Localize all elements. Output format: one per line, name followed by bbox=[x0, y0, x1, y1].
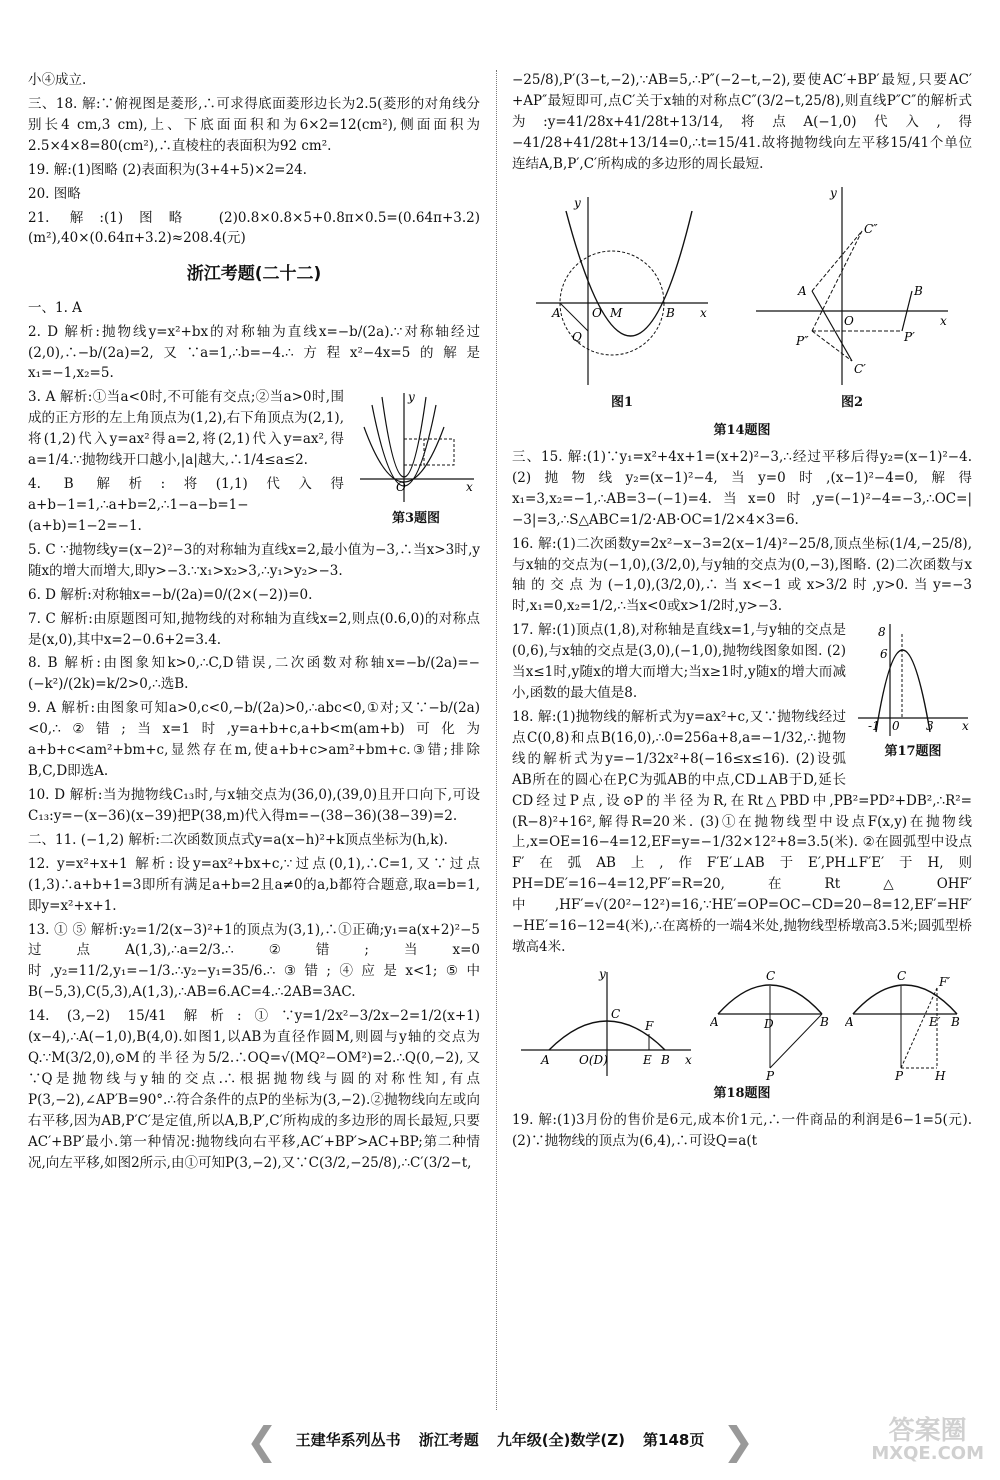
svg-text:D: D bbox=[763, 1017, 774, 1032]
chevron-right-icon: ❯ bbox=[722, 1419, 755, 1463]
answer-21: 21. 解:(1)图略 (2)0.8×0.8×5+0.8π×0.5=(0.64π+3.2)(m²),40×(0.64π+3.2)≈208.4(元) bbox=[28, 209, 480, 247]
svg-text:C: C bbox=[896, 969, 906, 984]
figure-14-1 bbox=[532, 191, 712, 419]
figure-18-caption: 第18题图 bbox=[713, 1086, 771, 1102]
figure-14-2-label: 图2 bbox=[840, 394, 864, 410]
answer-12: 12. y=x²+x+1 解析:设y=ax²+bx+c,∵过点(0,1),∴C=1,又∵过点(1,3)∴a+b+1=3即所有满足a+b=2且a≠0的a,b都符合题意,取a=b=1,即y=x²+x+1. bbox=[28, 855, 480, 914]
answer-4: 4. B 解析:将(1,1)代入得a+b−1=1,∴a+b=2,∴1−a−b=1−(a+b)=1−2=−1. bbox=[28, 476, 344, 534]
svg-text:P″: P″ bbox=[796, 333, 809, 348]
svg-text:M: M bbox=[610, 305, 623, 320]
figure-3 bbox=[352, 387, 480, 535]
figure-18-arc bbox=[710, 964, 830, 1082]
svg-text:x: x bbox=[700, 305, 707, 320]
svg-text:O: O bbox=[844, 313, 854, 328]
answer-6: 6. D 解析:对称轴x=−b/(2a)=0/(2×(−2))=0. bbox=[28, 586, 313, 603]
svg-text:A: A bbox=[798, 283, 807, 298]
svg-text:x: x bbox=[466, 480, 473, 495]
footer-page-number: 第148页 bbox=[643, 1431, 705, 1450]
figure-14-1-label: 图1 bbox=[610, 394, 634, 410]
svg-text:A: A bbox=[541, 1053, 550, 1068]
svg-text:A: A bbox=[552, 305, 561, 320]
answer-17: 17. 解:(1)顶点(1,8),对称轴是直线x=1,与y轴的交点是(0,6),与x轴的交点是(3,0),(−1,0),抛物线图象如图. (2)当x≤1时,y随x的增大而增大;当x≥1时,y随x的增大而减小,函数的最大值是8. bbox=[512, 622, 846, 702]
page-footer bbox=[0, 1418, 1000, 1464]
answer-18: 三、18. 解:∵俯视图是菱形,∴可求得底面菱形边长为2.5(菱形的对角线分别长4 cm,3 cm),上、下底面面积和为6×2=12(cm²),侧面面积为2.5×4×8=80(cm²),∴直棱柱的表面积为92 cm². bbox=[28, 95, 480, 154]
footer-book: 浙江考题 bbox=[418, 1431, 479, 1450]
svg-text:O: O bbox=[396, 480, 406, 495]
watermark-line-2: MXQE.COM bbox=[871, 1443, 984, 1465]
answer-2: 2. D 解析:抛物线y=x²+bx的对称轴为直线x=−b/(2a).∵对称轴经过(2,0),∴−b/(2a)=2,又∵a=1,∴b=−4.∴方程x²−4x=5的解是x₁=−1,x₂=5. bbox=[28, 323, 480, 382]
answer-1: 一、1. A bbox=[28, 299, 82, 316]
svg-text:C: C bbox=[765, 969, 776, 984]
svg-text:6: 6 bbox=[880, 647, 888, 662]
svg-text:y: y bbox=[599, 967, 607, 982]
column-divider bbox=[496, 70, 497, 1410]
answer-10: 10. D 解析:当为抛物线C₁₃时,与x轴交点为(36,0),(39,0)且开口向下,可设C₁₃:y=−(x−36)(x−39)把P(38,m)代入得m=−(38−36)(38−39)=2. bbox=[28, 787, 480, 824]
svg-text:F: F bbox=[645, 1019, 654, 1034]
text-paragraph: 小④成立. bbox=[28, 72, 87, 88]
figure-18-arc-detail bbox=[845, 964, 965, 1082]
svg-text:y: y bbox=[408, 390, 415, 405]
svg-text:E′: E′ bbox=[928, 1015, 941, 1030]
watermark bbox=[871, 1418, 984, 1464]
section-title: 浙江考题(二十二) bbox=[186, 264, 322, 285]
answer-3: 3. A 解析:①当a<0时,不可能有交点;②当a>0时,围成的正方形的左上角顶点为(1,2),右下角顶点为(2,1),将(1,2)代入y=ax²得a=2,将(2,1)代入y=ax²,得a=1/4.∵抛物线开口越小,|a|越大,∴1/4≤a≤2. bbox=[28, 389, 344, 469]
figure-17 bbox=[854, 620, 972, 768]
svg-text:P: P bbox=[894, 1069, 903, 1083]
svg-text:F′: F′ bbox=[938, 975, 950, 990]
svg-text:-1: -1 bbox=[868, 719, 880, 734]
svg-text:H: H bbox=[934, 1069, 946, 1083]
svg-text:B: B bbox=[666, 305, 675, 320]
svg-text:B: B bbox=[950, 1015, 960, 1030]
svg-text:x: x bbox=[962, 719, 969, 734]
answer-14-continued: −25/8),P′(3−t,−2),∵AB=5,∴P″(−2−t,−2),要使AC′+BP′最短,只要AC′+AP″最短即可,点C′关于x轴的对称点C″(3/2−t,25/8),则直线P″C″的解析式为:y=41/28x+41/28t+13/14,将点A(−1,0)代入,得−41/28+41/28t+13/14=0,∴t=15/41.故将抛物线向左平移15/41个单位连结A,B,P′,C′所构成的多边形的周长最短. bbox=[512, 72, 972, 172]
svg-text:B: B bbox=[914, 283, 923, 298]
answer-11: 二、11. (−1,2) 解析:二次函数顶点式y=a(x−h)²+k顶点坐标为(h,k). bbox=[28, 831, 448, 848]
svg-text:B: B bbox=[661, 1053, 671, 1068]
answer-20: 20. 图略 bbox=[28, 185, 81, 202]
chevron-left-icon: ❮ bbox=[245, 1419, 278, 1463]
svg-text:C′: C′ bbox=[854, 361, 866, 376]
figure-18-parabola bbox=[519, 964, 695, 1082]
svg-text:E: E bbox=[643, 1053, 653, 1068]
answer-19: 19. 解:(1)图略 (2)表面积为(3+4+5)×2=24. bbox=[28, 161, 307, 178]
svg-text:O: O bbox=[592, 305, 602, 320]
figure-3-graph bbox=[352, 387, 480, 507]
footer-series: 王建华系列丛书 bbox=[295, 1431, 401, 1450]
left-column bbox=[28, 70, 480, 1177]
svg-text:C: C bbox=[611, 1007, 621, 1022]
figure-17-caption: 第17题图 bbox=[884, 744, 942, 760]
answer-13: 13. ① ⑤ 解析:y₂=1/2(x−3)²+1的顶点为(3,1),∴①正确;y₁=a(x+2)²−5过点A(1,3),∴a=2/3.∴②错;当x=0时,y₂=11/2,y₁=−1/3.∴y₂−y₁=35/6.∴③错;④应是x<1;⑤中B(−5,3),C(5,3),A(1,3),∴AB=6.AC=4.∴2AB=3AC. bbox=[28, 921, 480, 1001]
svg-text:3: 3 bbox=[926, 719, 934, 734]
figure-14 bbox=[512, 181, 972, 419]
answer-14: 14. (3,−2) 15/41 解析:①∵y=1/2x²−3/2x−2=1/2(x+1)(x−4),∴A(−1,0),B(4,0).如图1,以AB为直径作圆M,则圆与y轴的交点为Q.∵M(3/2,0),⊙M的半径为5/2.∴OQ=√(MQ²−OM²)=2.∴Q(0,−2),又∵Q是抛物线与y轴的交点.∴根据抛物线与圆的对称性知,有点P(3,−2),∠AP′B=90°.∴符合条件的点P的坐标为(3,−2).②抛物线向左或向右平移,因为AB,P′C′是定值,所以A,B,P′,C′所构成的多边形的周长最短,只要AC′+BP′最小.第一种情况:抛物线向右平移,AC′+BP′>AC+BP;第二种情况,向左平移,如图2所示,由①可知P(3,−2),又∵C(3/2,−25/8),∴C′(3/2−t, bbox=[28, 1008, 480, 1171]
figure-14-1-graph bbox=[532, 191, 712, 391]
answer-9: 9. A 解析:由图象可知a>0,c<0,−b/(2a)>0,∴abc<0,①对;又∵−b/(2a)<0,∴②错;当x=1时,y=a+b+c,a+b<m(am+b)可化为a+b+c<am²+bm+c,显然存在m,使a+b+c>am²+bm+c.③错;排除B,C,D即选A. bbox=[28, 700, 480, 780]
svg-text:P′: P′ bbox=[904, 329, 915, 344]
answer-18: 18. 解:(1)抛物线的解析式为y=ax²+c,又∵抛物线经过点C(0,8)和点B(16,0),∴0=256a+8,a=−1/32,∴抛物线的解析式为y=−1/32x²+8(−16≤x≤16). (2)设弧AB所在的圆心在P,C为弧AB的中点,CD⊥AB于D,延长CD经过P点,设⊙P的半径为R,在Rt△PBD中,PB²=PD²+DB²,∴R²=(R−8)²+16²,解得R=20米. (3)①在抛物线型中设点F(x,y)在抛物线上,x=OE=16−4=12,EF=y=−1/32×12²+8=3.5(米). ②在圆弧型中设点F′在弧AB上,作F′E′⊥AB于E′,PH⊥F′E′于H,则PH=DE′=16−4=12,PF′=R=20,在Rt△OHF′中,HF′=√(20²−12²)=16,∵HE′=OP=OC−CD=20−8=12,EF′=HF′−HE′=16−12=4(米),∴在离桥的一端4米处,抛物线型桥墩高3.5米;圆弧型桥墩高4米. bbox=[512, 708, 972, 956]
svg-text:Q: Q bbox=[572, 329, 582, 344]
figure-17-graph bbox=[854, 620, 972, 740]
figure-18 bbox=[512, 964, 972, 1082]
svg-text:8: 8 bbox=[878, 625, 886, 640]
svg-text:A: A bbox=[844, 1015, 854, 1030]
svg-text:y: y bbox=[574, 195, 581, 210]
figure-3-caption: 第3题图 bbox=[391, 511, 441, 527]
svg-text:A: A bbox=[709, 1015, 719, 1030]
footer-grade: 九年级(全)数学(Z) bbox=[496, 1431, 626, 1450]
right-column bbox=[512, 70, 972, 1155]
watermark-line-1: 答案圈 bbox=[888, 1416, 967, 1446]
svg-text:C″: C″ bbox=[864, 221, 878, 236]
svg-text:P: P bbox=[765, 1069, 775, 1083]
answer-5: 5. C ∵抛物线y=(x−2)²−3的对称轴为直线x=2,最小值为−3,∴当x>3时,y随x的增大而增大,即y>−3.∵x₁>x₂>3,∴y₁>y₂>−3. bbox=[28, 541, 480, 579]
svg-text:O(D): O(D) bbox=[579, 1053, 609, 1068]
svg-text:x: x bbox=[685, 1053, 693, 1068]
svg-text:0: 0 bbox=[892, 719, 900, 734]
answer-16: 16. 解:(1)二次函数y=2x²−x−3=2(x−1/4)²−25/8,顶点坐标(1/4,−25/8),与x轴的交点为(−1,0),(3/2,0),与y轴的交点为(0,−3),图略. (2)二次函数与x轴的交点为(−1,0),(3/2,0),∴当x<−1或x>3/2时,y>0.当y=−3时,x₁=0,x₂=1/2,∴当x<0或x>1/2时,y>−3. bbox=[512, 535, 972, 615]
answer-8: 8. B 解析:由图象知k>0,∴C,D错误,二次函数对称轴x=−b/(2a)=−(−k²)/(2k)=k/2>0,∴选B. bbox=[28, 655, 480, 693]
figure-14-2 bbox=[752, 181, 952, 419]
answer-7: 7. C 解析:由原题图可知,抛物线的对称轴为直线x=2,则点(0.6,0)的对称点是(x,0),其中x=2−0.6+2=3.4. bbox=[28, 610, 480, 648]
answer-15: 三、15. 解:(1)∵y₁=x²+4x+1=(x+2)²−3,∴经过平移后得y₂=(x−1)²−4. (2)抛物线y₂=(x−1)²−4,当y=0时,(x−1)²−4=0,解得x₁=3,x₂=−1,∴AB=3−(−1)=4.当x=0时,y=(−1)²−4=−3,∴OC=|−3|=3,∴S△ABC=1/2·AB·OC=1/2×4×3=6. bbox=[512, 448, 972, 528]
figure-14-caption: 第14题图 bbox=[713, 422, 771, 438]
answer-19: 19. 解:(1)3月份的售价是6元,成本价1元,∴一件商品的利润是6−1=5(元). (2)∵抛物线的顶点为(6,4),∴可设Q=a(t bbox=[512, 1112, 972, 1150]
svg-text:B: B bbox=[819, 1015, 829, 1030]
svg-text:y: y bbox=[830, 185, 837, 200]
figure-14-2-graph bbox=[752, 181, 952, 391]
svg-text:x: x bbox=[940, 313, 947, 328]
